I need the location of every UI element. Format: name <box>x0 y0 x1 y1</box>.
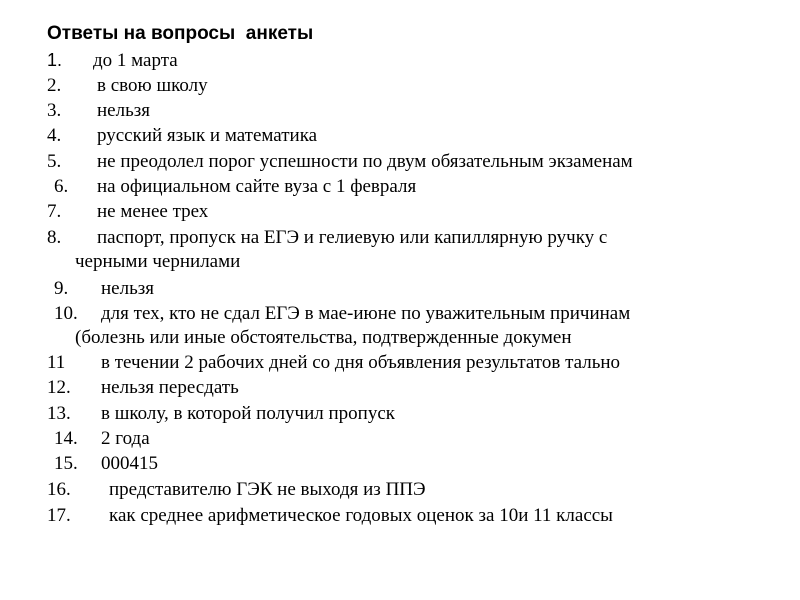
list-item-number: 12. <box>47 377 71 398</box>
list-item-text: нельзя пересдать <box>101 377 239 398</box>
list-item-text: не преодолел порог успешности по двум обязательным экзаменам <box>97 151 633 172</box>
list-item-number: 1. <box>47 50 63 70</box>
list-item-text: 000415 <box>101 453 158 474</box>
list-item-number: 7. <box>47 201 62 222</box>
list-item-number: 10. <box>54 303 78 324</box>
list-item-text: 2 года <box>101 428 150 449</box>
list-item-number: 2. <box>47 75 62 96</box>
list-item-number: 3. <box>47 100 62 121</box>
list-item-text-continuation: черными чернилами <box>75 251 241 272</box>
list-item-text: до 1 марта <box>93 50 178 71</box>
list-item-text: для тех, кто не сдал ЕГЭ в мае-июне по уважительным причинам <box>101 303 631 324</box>
list-item-number: 9. <box>54 278 69 299</box>
list-item-text: нельзя <box>97 100 150 121</box>
list-item-text: в свою школу <box>97 75 208 96</box>
list-item-number: 5. <box>47 151 62 172</box>
list-item-number: 6. <box>54 176 69 197</box>
list-item-text: в течении 2 рабочих дней со дня объявления результатов тально <box>101 352 621 373</box>
list-item-number: 14. <box>54 428 78 449</box>
list-item-number: 16. <box>47 479 71 500</box>
page-title: Ответы на вопросы анкеты <box>47 23 314 44</box>
list-item-number: 11 <box>47 352 66 373</box>
list-item-text: не менее трех <box>97 201 209 222</box>
list-item-number: 17. <box>47 505 71 526</box>
list-item-number: 4. <box>47 125 62 146</box>
list-item-text: паспорт, пропуск на ЕГЭ и гелиевую или капиллярную ручку с <box>97 227 608 248</box>
list-item-text: в школу, в которой получил пропуск <box>101 403 396 424</box>
list-item-text: нельзя <box>101 278 154 299</box>
list-item-text: русский язык и математика <box>97 125 318 146</box>
list-item-text-continuation: (болезнь или иные обстоятельства, подтвержденные докумен <box>75 327 572 348</box>
list-item-number: 15. <box>54 453 78 474</box>
list-item-number: 8. <box>47 227 62 248</box>
list-item-number: 13. <box>47 403 71 424</box>
list-item-text: представителю ГЭК не выходя из ППЭ <box>109 479 426 500</box>
list-item-text: на официальном сайте вуза с 1 февраля <box>97 176 417 197</box>
list-item-text: как среднее арифметическое годовых оценок за 10и 11 классы <box>109 505 613 526</box>
